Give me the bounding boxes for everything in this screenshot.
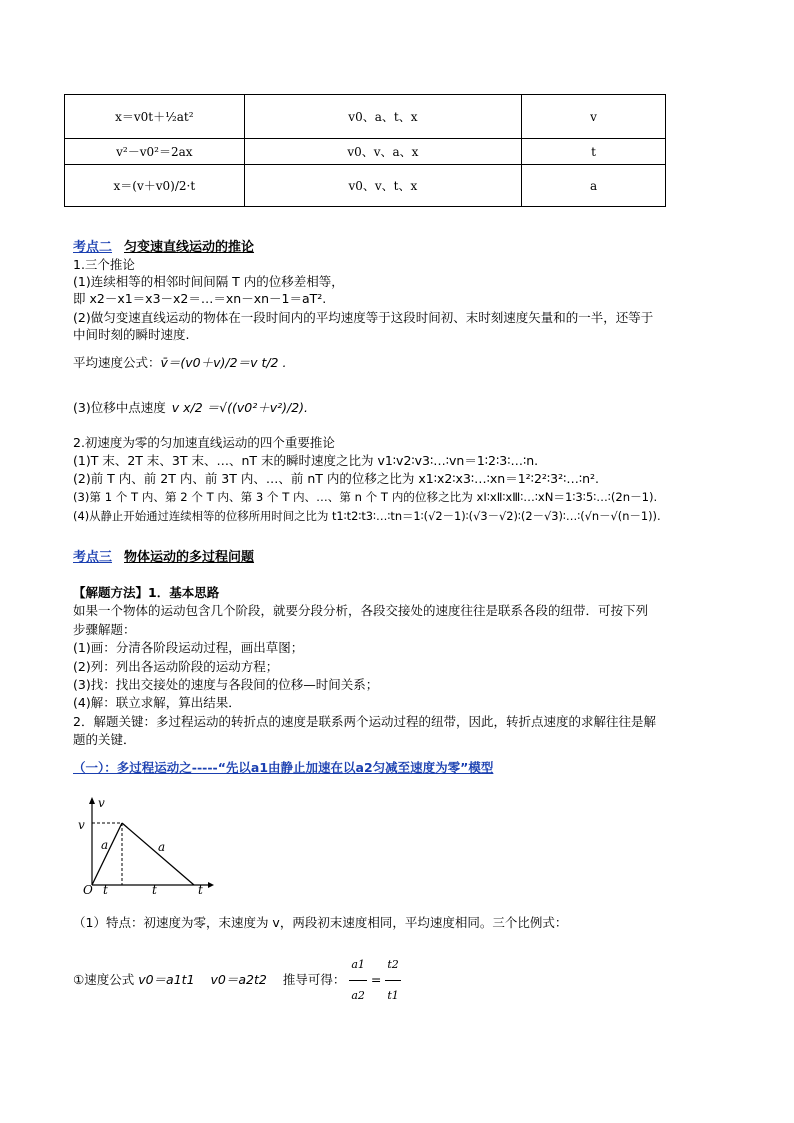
accel-line bbox=[92, 823, 122, 885]
section3-heading bbox=[73, 546, 254, 565]
section3-line: (2)列：列出各运动阶段的运动方程； bbox=[73, 659, 279, 674]
table-cell-known: v0、a、t、x bbox=[244, 95, 521, 139]
table-row bbox=[65, 165, 666, 207]
a2-label: a bbox=[158, 840, 166, 854]
section3-key: 考点三 bbox=[73, 550, 113, 565]
ratio-right bbox=[385, 950, 400, 1011]
table-cell-unknown: t bbox=[522, 139, 666, 165]
velocity-formula-1: v0＝a1t1 bbox=[138, 972, 195, 987]
table-cell-formula: x＝v0t＋½at² bbox=[65, 95, 245, 139]
v-value-label: v bbox=[78, 818, 85, 832]
velocity-formula-line bbox=[73, 950, 401, 1011]
table-row bbox=[65, 139, 666, 165]
ratio-right-num: t2 bbox=[385, 950, 400, 981]
section2-line: 即 x2－x1＝x3－x2＝…＝xn－xn－1＝aT². bbox=[73, 291, 327, 306]
section2-line: (4)从静止开始通过连续相等的位移所用时间之比为 t1∶t2∶t3∶…∶tn＝1∶(√2－1)∶(√3－√2)∶(2－√3)∶…∶(√n－√(n－1)). bbox=[73, 509, 661, 523]
section2-line: 中间时刻的瞬时速度. bbox=[73, 327, 190, 342]
average-velocity-line bbox=[73, 354, 286, 371]
section2-heading bbox=[73, 236, 254, 255]
t2-label: t bbox=[152, 883, 157, 895]
ratio-left bbox=[349, 950, 367, 1011]
table-cell-unknown: v bbox=[522, 95, 666, 139]
model-title: （一）：多过程运动之-----“先以a1由静止加速在以a2匀减至速度为零”模型 bbox=[73, 760, 494, 775]
midpoint-velocity-label: (3)位移中点速度 bbox=[73, 400, 166, 415]
section3-line: (1)画：分清各阶段运动过程，画出草图； bbox=[73, 640, 304, 655]
table-cell-formula: x＝(v＋v0)/2·t bbox=[65, 165, 245, 207]
decel-line bbox=[122, 823, 194, 885]
velocity-formula-2: v0＝a2t2 bbox=[210, 972, 267, 987]
section3-line: 题的关键． bbox=[73, 732, 136, 747]
section3-line: (3)找：找出交接处的速度与各段间的位移—时间关系； bbox=[73, 677, 379, 692]
section3-line: (4)解：联立求解，算出结果． bbox=[73, 695, 241, 710]
section3-line: 步骤解题： bbox=[73, 622, 136, 637]
derive-label: 推导可得： bbox=[282, 972, 346, 987]
vt-graph bbox=[78, 795, 218, 895]
formula-table bbox=[64, 94, 666, 207]
section2-line: 1.三个推论 bbox=[73, 257, 135, 272]
table-cell-known: v0、v、t、x bbox=[244, 165, 521, 207]
v-axis-arrow bbox=[89, 797, 95, 804]
table-row bbox=[65, 95, 666, 139]
section2-line: (1)连续相等的相邻时间间隔 T 内的位移差相等， bbox=[73, 274, 344, 289]
origin-label: O bbox=[83, 883, 93, 895]
section2-line: (3)第 1 个 T 内、第 2 个 T 内、第 3 个 T 内、…、第 n 个 T 内的位移之比为 xⅠ∶xⅡ∶xⅢ∶…∶xN＝1∶3∶5∶…∶(2n－1). bbox=[73, 490, 658, 504]
t1-label: t bbox=[103, 883, 108, 895]
section2-line: (2)做匀变速直线运动的物体在一段时间内的平均速度等于这段时间初、末时刻速度矢量和的一半，还等于 bbox=[73, 310, 654, 325]
section3-line: 【解题方法】1．基本思路 bbox=[73, 585, 220, 600]
midpoint-velocity-formula: v x/2 ＝√((v0²＋v²)/2). bbox=[171, 400, 309, 415]
section3-line: 如果一个物体的运动包含几个阶段，就要分段分析，各段交接处的速度往往是联系各段的纽带．可按下列 bbox=[73, 603, 649, 618]
model-feature: （1）特点：初速度为零，末速度为 v，两段初末速度相同，平均速度相同。三个比例式： bbox=[73, 915, 568, 930]
ratio-left-num: a1 bbox=[349, 950, 367, 981]
a1-label: a bbox=[101, 838, 109, 852]
section2-title: 匀变速直线运动的推论 bbox=[124, 240, 255, 255]
table-cell-unknown: a bbox=[522, 165, 666, 207]
average-velocity-formula: v̄＝(v0＋v)/2＝v t/2 . bbox=[160, 355, 287, 370]
section2-line: (2)前 T 内、前 2T 内、前 3T 内、…、前 nT 内的位移之比为 x1∶x2∶x3∶…∶xn＝1²∶2²∶3²∶…∶n². bbox=[73, 471, 600, 486]
v-axis-label: v bbox=[98, 796, 105, 810]
table-cell-formula: v²－v0²＝2ax bbox=[65, 139, 245, 165]
equals-sign: = bbox=[370, 972, 382, 987]
midpoint-velocity-line bbox=[73, 399, 308, 416]
section2-key: 考点二 bbox=[73, 240, 113, 255]
t-axis-label: t bbox=[198, 883, 203, 895]
section2-line: (1)T 末、2T 末、3T 末、…、nT 末的瞬时速度之比为 v1∶v2∶v3∶…∶vn＝1∶2∶3∶…∶n. bbox=[73, 453, 539, 468]
t-axis-arrow bbox=[208, 882, 214, 888]
ratio-left-den: a2 bbox=[351, 989, 365, 1002]
section2-line: 2.初速度为零的匀加速直线运动的四个重要推论 bbox=[73, 435, 335, 450]
section3-line: 2．解题关键：多过程运动的转折点的速度是联系两个运动过程的纽带，因此，转折点速度的求解往往是解 bbox=[73, 714, 656, 729]
average-velocity-label: 平均速度公式： bbox=[73, 355, 161, 370]
ratio-right-den: t1 bbox=[387, 989, 399, 1002]
table-cell-known: v0、v、a、x bbox=[244, 139, 521, 165]
section3-title: 物体运动的多过程问题 bbox=[124, 550, 255, 565]
velocity-formula-label: ①速度公式 bbox=[73, 972, 135, 987]
